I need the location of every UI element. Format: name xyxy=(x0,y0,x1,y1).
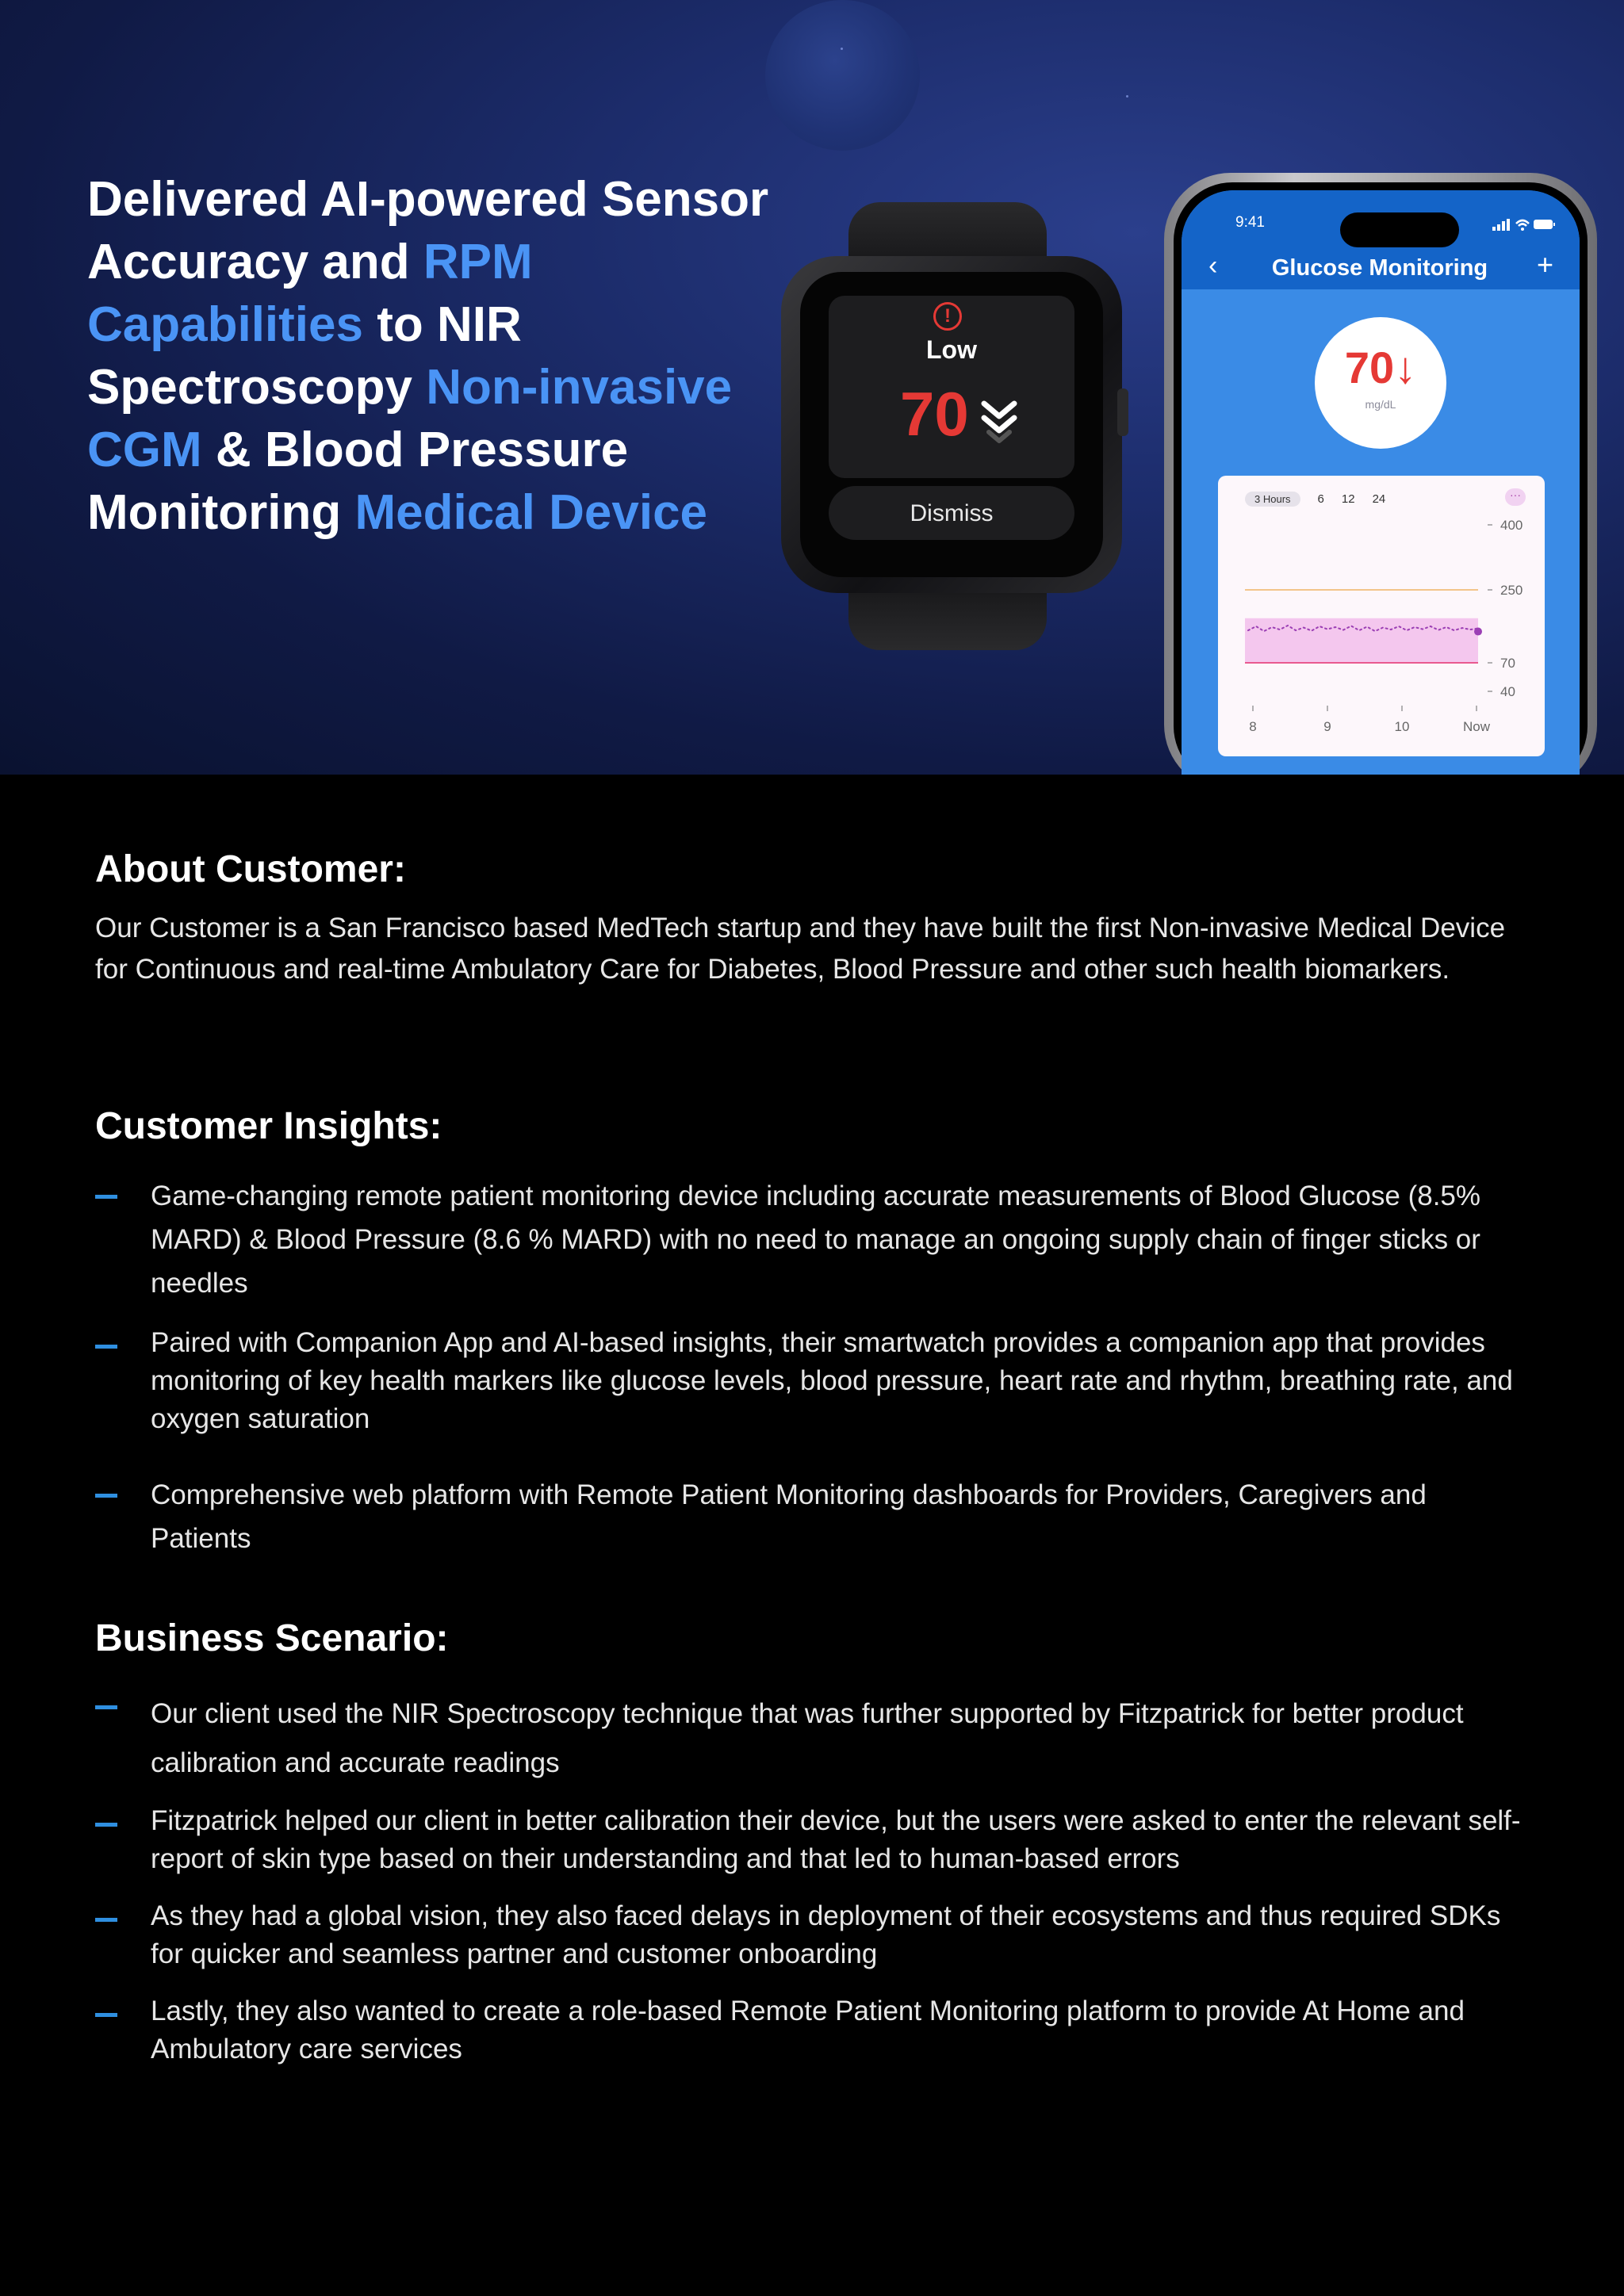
y-tick-label: 250 xyxy=(1500,583,1523,598)
star-decoration xyxy=(841,48,843,50)
hero-title-text: & Blood Pressure Monitoring xyxy=(87,423,629,540)
list-item xyxy=(95,1897,1522,1973)
app-header xyxy=(1182,190,1580,289)
section-about xyxy=(95,846,1522,990)
list-item-text: Game-changing remote patient monitoring device including accurate measurements of Blood Glucose (8.5% MARD) & Blood Pressure (8.6 % MARD) with no need to manage an ongoing supply chain of finger sticks or needles xyxy=(151,1181,1481,1299)
hero-title-highlight: Medical Device xyxy=(354,485,708,540)
list-item-text: Our client used the NIR Spectroscopy technique that was further supported by Fitzpatrick for better product calibration and accurate readings xyxy=(151,1698,1464,1778)
plus-icon[interactable]: + xyxy=(1537,248,1554,281)
y-tick-label: 400 xyxy=(1500,518,1523,533)
exclamation-circle-icon: ! xyxy=(933,302,962,331)
planet-decoration xyxy=(765,0,920,151)
bullet-dash-icon xyxy=(95,1345,117,1349)
hero-title-text: to NIR Spectroscopy xyxy=(87,297,522,415)
watch-crown[interactable] xyxy=(1117,388,1128,436)
bullet-dash-icon xyxy=(95,2013,117,2017)
list-item xyxy=(95,1802,1522,1878)
wifi-icon xyxy=(1516,220,1529,231)
list-item xyxy=(95,1992,1522,2068)
battery-icon xyxy=(1534,220,1555,229)
watch-glucose-value: 70 xyxy=(900,379,969,449)
y-tick-label: 40 xyxy=(1500,684,1515,699)
section-heading: Business Scenario: xyxy=(95,1617,449,1659)
hero-banner xyxy=(0,0,1624,775)
bullet-dash-icon xyxy=(95,1823,117,1827)
list-item xyxy=(95,1324,1522,1438)
smartwatch xyxy=(781,202,1122,650)
hero-title-highlight: RPM Capabilities xyxy=(87,235,533,352)
app-title: Glucose Monitoring xyxy=(1271,255,1488,281)
smartphone xyxy=(1164,173,1597,775)
bullet-dash-icon xyxy=(95,1705,117,1709)
double-chevron-down-icon xyxy=(979,397,1019,445)
list-item-text: Paired with Companion App and AI-based insights, their smartwatch provides a companion app that provides monitoring of key health markers like glucose levels, blood pressure, heart rate and rhythm, breathing rate, and oxygen saturation xyxy=(151,1327,1513,1434)
watch-status-label: Low xyxy=(926,335,977,364)
list-item xyxy=(95,1473,1522,1560)
list-item-text: Fitzpatrick helped our client in better calibration their device, but the users were asked to enter the relevant self-report of skin type based on their understanding and that led to human-based errors xyxy=(151,1805,1521,1874)
status-icons xyxy=(1492,217,1556,232)
glucose-gauge xyxy=(1315,317,1446,449)
content-area xyxy=(0,775,1624,2296)
list-item-text: Comprehensive web platform with Remote Patient Monitoring dashboards for Providers, Caregivers and Patients xyxy=(151,1479,1427,1554)
list-item-text: As they had a global vision, they also faced delays in deployment of their ecosystems and thus required SDKs for quicker and seamless partner and customer onboarding xyxy=(151,1900,1501,1969)
tab-24-hours[interactable]: 24 xyxy=(1372,492,1386,506)
glucose-line-chart xyxy=(1218,476,1545,756)
x-tick-label: 10 xyxy=(1394,719,1410,734)
section-paragraph: Our Customer is a San Francisco based MedTech startup and they have built the first Non-invasive Medical Device for Continuous and real-time Ambulatory Care for Diabetes, Blood Pressure and other such health biomarkers. xyxy=(95,913,1506,985)
back-chevron-icon[interactable]: ‹ xyxy=(1208,251,1218,281)
gauge-unit: mg/dL xyxy=(1365,398,1396,411)
dynamic-island xyxy=(1340,212,1459,247)
list-item xyxy=(95,1689,1522,1788)
target-range-band xyxy=(1245,618,1478,663)
x-tick-label: 9 xyxy=(1323,719,1331,734)
x-tick-label: Now xyxy=(1462,719,1491,734)
latest-reading-point xyxy=(1474,628,1482,636)
insights-list xyxy=(95,1174,1522,1560)
scenario-list xyxy=(95,1689,1522,2068)
phone-screen xyxy=(1182,190,1580,775)
more-options-icon[interactable]: ··· xyxy=(1505,488,1526,506)
hero-title-highlight: Non-invasive CGM xyxy=(87,360,733,477)
list-item-text: Lastly, they also wanted to create a role-based Remote Patient Monitoring platform to provide At Home and Ambulatory care services xyxy=(151,1996,1465,2064)
bullet-dash-icon xyxy=(95,1918,117,1922)
section-customer-insights xyxy=(95,1103,1522,1560)
gauge-value: 70↓ xyxy=(1344,342,1417,392)
bullet-dash-icon xyxy=(95,1195,117,1199)
glucose-chart-card xyxy=(1218,476,1545,756)
tab-12-hours[interactable]: 12 xyxy=(1341,492,1355,506)
section-heading: About Customer: xyxy=(95,848,406,890)
list-item xyxy=(95,1174,1522,1305)
tab-3-hours[interactable]: 3 Hours xyxy=(1245,492,1300,507)
status-time: 9:41 xyxy=(1235,214,1265,231)
section-business-scenario xyxy=(95,1615,1522,2068)
star-decoration xyxy=(1126,95,1128,98)
x-tick-label: 8 xyxy=(1249,719,1257,734)
dismiss-button[interactable]: Dismiss xyxy=(829,486,1074,540)
hero-title xyxy=(87,168,785,544)
hero-title-text: Delivered AI-powered Sensor Accuracy and xyxy=(87,172,769,289)
signal-icon xyxy=(1492,219,1510,231)
bullet-dash-icon xyxy=(95,1494,117,1498)
y-tick-label: 70 xyxy=(1500,656,1515,671)
section-heading: Customer Insights: xyxy=(95,1105,442,1147)
tab-6-hours[interactable]: 6 xyxy=(1317,492,1324,506)
